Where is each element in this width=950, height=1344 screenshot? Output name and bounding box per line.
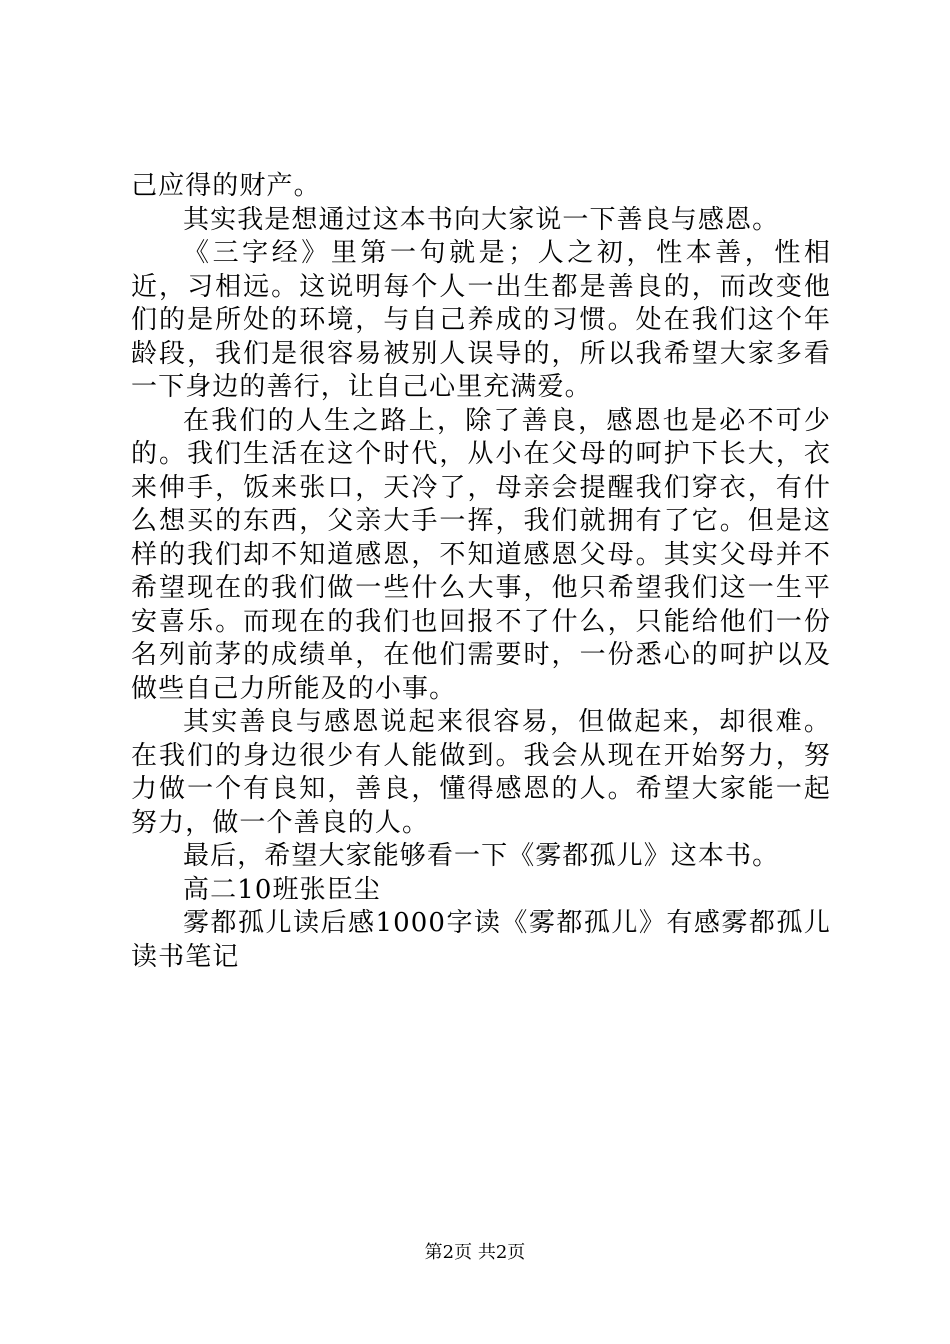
author-line: 高二10班张臣尘 — [183, 874, 381, 905]
document-body — [131, 170, 831, 974]
keywords-line: 雾都孤儿读后感1000字读《雾都孤儿》有感雾都孤儿读书笔记 — [131, 908, 831, 972]
paragraph: 其实善良与感恩说起来很容易，但做起来，却很难。在我们的身边很少有人能做到。我会从现在开始努力，努力做一个有良知，善良，懂得感恩的人。希望大家能一起努力，做一个善良的人。 — [131, 707, 831, 838]
paragraph: 在我们的人生之路上，除了善良，感恩也是必不可少的。我们生活在这个时代，从小在父母的呵护下长大，衣来伸手，饭来张口，天冷了，母亲会提醒我们穿衣，有什么想买的东西，父亲大手一挥，我们就拥有了它。但是这样的我们却不知道感恩，不知道感恩父母。其实父母并不希望现在的我们做一些什么大事，他只希望我们这一生平安喜乐。而现在的我们也回报不了什么，只能给他们一份名列前茅的成绩单，在他们需要时，一份悉心的呵护以及做些自己力所能及的小事。 — [131, 405, 831, 704]
page-number-footer: 第2页 共2页 — [424, 1242, 526, 1263]
paragraph: 己应得的财产。 — [131, 171, 321, 201]
paragraph: 其实我是想通过这本书向大家说一下善良与感恩。 — [183, 204, 780, 235]
paragraph: 最后，希望大家能够看一下《雾都孤儿》这本书。 — [183, 841, 780, 871]
paragraph: 《三字经》里第一句就是；人之初，性本善，性相近，习相远。这说明每个人一出生都是善良的，而改变他们的是所处的环境，与自己养成的习惯。处在我们这个年龄段，我们是很容易被别人误导的，所以我希望大家多看一下身边的善行，让自己心里充满爱。 — [131, 238, 831, 402]
